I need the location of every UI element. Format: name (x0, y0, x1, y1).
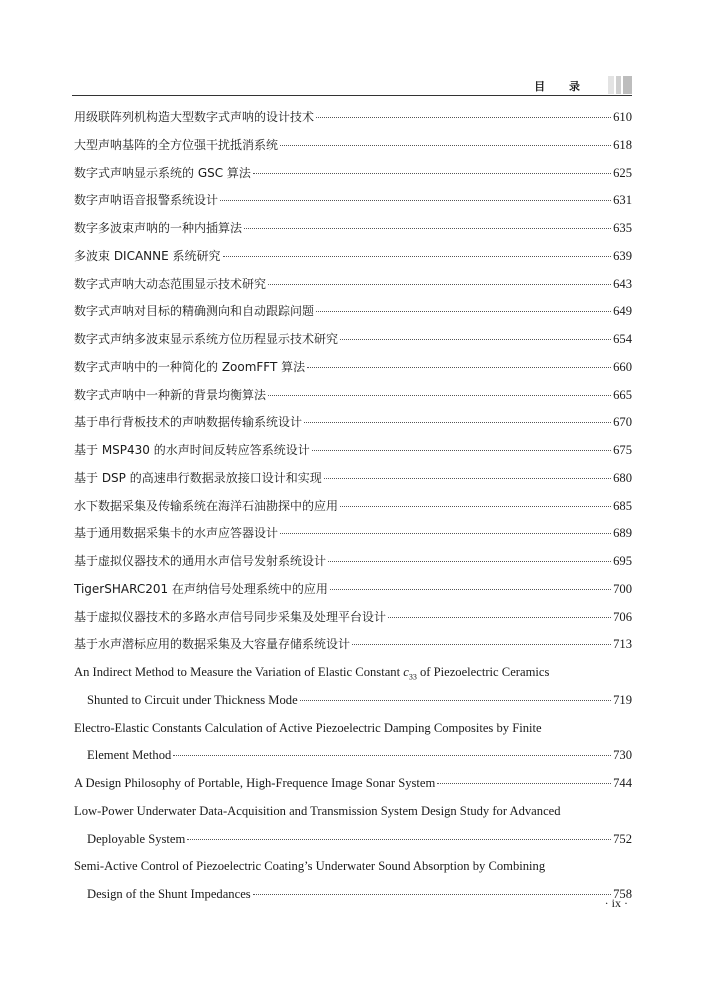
toc-entry[interactable]: 数字式声纳多波束显示系统方位历程显示技术研究 654 (74, 332, 632, 346)
toc-entry[interactable]: 基于通用数据采集卡的水声应答器设计 689 (74, 526, 632, 541)
toc-entry[interactable]: 大型声呐基阵的全方位强干扰抵消系统 618 (74, 137, 632, 152)
toc-entry-line2[interactable]: Shunted to Circuit under Thickness Mode 719 (87, 692, 632, 707)
toc-entry-line2[interactable]: Design of the Shunt Impedances 758 (87, 887, 632, 901)
toc-entry[interactable]: A Design Philosophy of Portable, High-Frequence Image Sonar System 744 (74, 776, 632, 790)
header-decoration (608, 76, 632, 94)
toc-entry-line2[interactable]: Element Method 730 (87, 748, 632, 763)
toc-entry[interactable]: TigerSHARC201 在声纳信号处理系统中的应用 700 (74, 581, 632, 596)
toc-entry-line2[interactable]: Deployable System 752 (87, 831, 632, 846)
header-rule (72, 95, 632, 96)
toc-entry[interactable]: 多波束 DICANNE 系统研究 639 (74, 248, 632, 263)
toc-entry-line1[interactable]: Low-Power Underwater Data-Acquisition and Transmission System Design Study for Advanced (74, 803, 561, 818)
toc-entry-line1[interactable]: An Indirect Method to Measure the Variation of Elastic Constant $c_{33}$ of Piezoelectric Ceramics (74, 665, 550, 682)
toc-entry[interactable]: 基于水声潜标应用的数据采集及大容量存储系统设计 713 (74, 637, 632, 652)
toc-entry[interactable]: 数字式声呐显示系统的 GSC 算法 625 (74, 165, 632, 180)
toc-entry[interactable]: 数字声呐语音报警系统设计 631 (74, 193, 632, 208)
page-number: · ix · (604, 896, 628, 910)
toc-entry-line1[interactable]: Electro-Elastic Constants Calculation of Active Piezoelectric Damping Composites by Finite (74, 720, 542, 735)
toc-entry[interactable]: 基于 DSP 的高速串行数据录放接口设计和实现 680 (74, 470, 632, 485)
toc-entry[interactable]: 水下数据采集及传输系统在海洋石油勘探中的应用 685 (74, 498, 632, 513)
toc-entry[interactable]: 基于虚拟仪器技术的多路水声信号同步采集及处理平台设计 706 (74, 609, 632, 624)
running-header (72, 76, 632, 94)
toc-entry[interactable]: 数字式声呐对目标的精确测向和自动跟踪问题 649 (74, 304, 632, 319)
header-title: 目 录 (534, 80, 590, 93)
toc-entry[interactable]: 数字式声呐中的一种简化的 ZoomFFT 算法 660 (74, 359, 632, 374)
toc-entry[interactable]: 基于 MSP430 的水声时间反转应答系统设计 675 (74, 443, 632, 457)
toc-entry[interactable]: 基于虚拟仪器技术的通用水声信号发射系统设计 695 (74, 554, 632, 568)
toc-entry[interactable]: 数字式声呐大动态范围显示技术研究 643 (74, 276, 632, 291)
toc-entry[interactable]: 基于串行背板技术的声呐数据传输系统设计 670 (74, 415, 632, 430)
toc-entry-line1[interactable]: Semi-Active Control of Piezoelectric Coating’s Underwater Sound Absorption by Combining (74, 859, 546, 874)
table-of-contents (74, 104, 632, 909)
toc-entry[interactable]: 用级联阵列机构造大型数字式声呐的设计技术 610 (74, 110, 632, 124)
toc-entry[interactable]: 数字多波束声呐的一种内插算法 635 (74, 221, 632, 235)
toc-entry[interactable]: 数字式声呐中一种新的背景均衡算法 665 (74, 387, 632, 402)
